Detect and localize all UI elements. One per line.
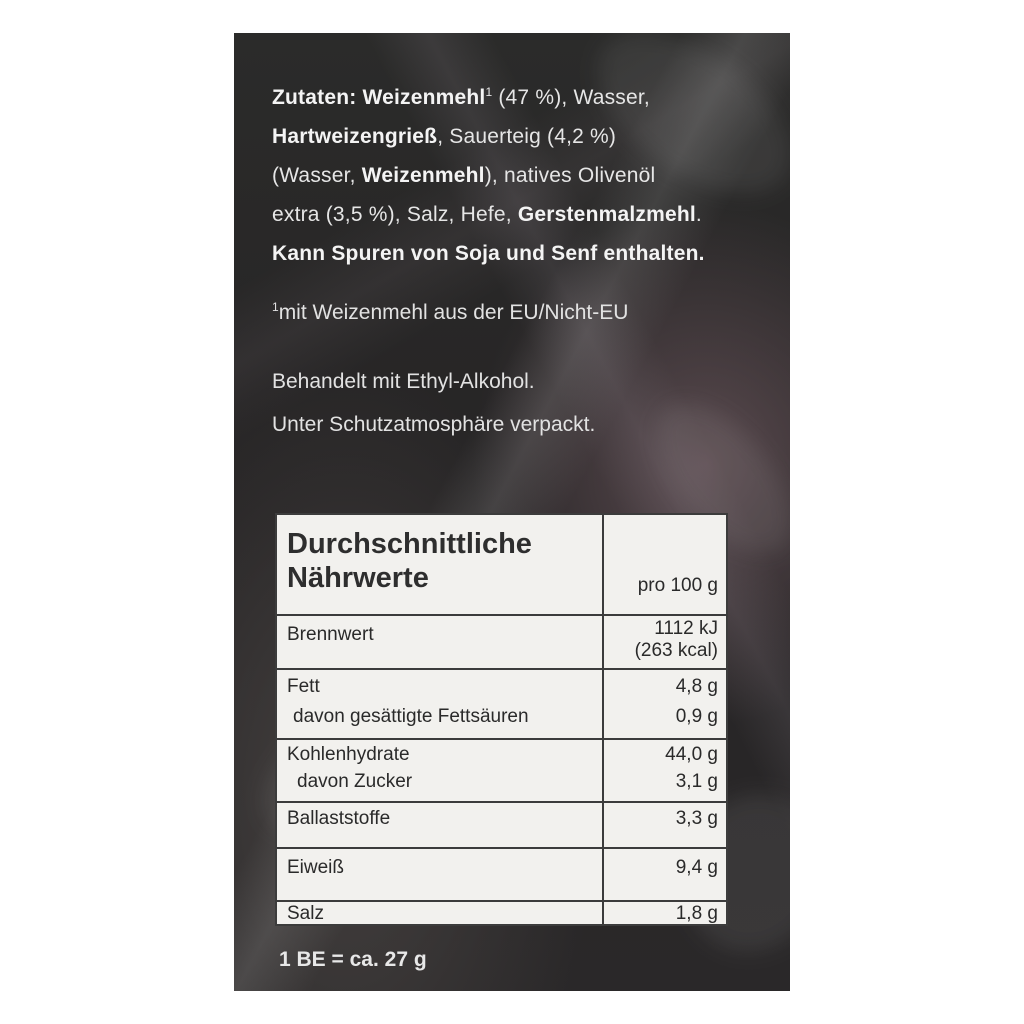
ingredients-line <box>272 156 772 195</box>
packaging-note: Unter Schutzatmosphäre verpackt. <box>272 413 596 436</box>
nutrient-value: 44,0 g <box>665 744 718 765</box>
nutrient-sub-label: davon gesättigte Fettsäuren <box>293 706 529 727</box>
nutrition-row <box>277 738 726 801</box>
footnote-marker: 1 <box>272 300 279 314</box>
ingredients-segment: extra (3,5 %), Salz, Hefe, <box>272 203 518 226</box>
ingredients-segment: (Wasser, <box>272 164 362 187</box>
treatment-note: Behandelt mit Ethyl-Alkohol. <box>272 370 535 393</box>
nutrient-label: Ballaststoffe <box>287 808 391 829</box>
nutrient-value: 3,3 g <box>675 808 718 829</box>
ingredients-line <box>272 117 772 156</box>
ingredients-label: Zutaten: Weizenmehl <box>272 86 486 109</box>
ingredients-segment: , Sauerteig (4,2 %) <box>437 125 617 148</box>
ingredients-allergen: Gerstenmalzmehl <box>517 203 696 226</box>
ingredients-allergen: Weizenmehl <box>361 164 485 187</box>
ingredients-segment: ), natives Olivenöl <box>484 164 656 187</box>
nutrient-label: Eiweiß <box>287 857 345 878</box>
nutrition-row <box>277 668 726 738</box>
nutrient-label: Salz <box>287 903 324 924</box>
nutrient-value: 4,8 g <box>675 676 718 697</box>
nutrition-row <box>277 614 726 668</box>
nutrient-label: Kohlenhydrate <box>287 744 410 765</box>
nutrition-unit: pro 100 g <box>637 575 718 596</box>
nutrient-value: 9,4 g <box>675 857 718 878</box>
footnote-marker: 1 <box>485 85 493 99</box>
nutrient-sub-value: 0,9 g <box>675 706 718 727</box>
nutrition-row <box>277 801 726 847</box>
nutrition-title-line: Durchschnittliche <box>287 528 532 560</box>
ingredients-allergen: Hartweizengrieß <box>272 125 438 148</box>
nutrition-title-line: Nährwerte <box>287 562 429 594</box>
nutrient-value-kcal: (263 kcal) <box>634 640 718 661</box>
package-photo <box>234 33 790 991</box>
footnote-text: mit Weizenmehl aus der EU/Nicht-EU <box>278 301 629 324</box>
bread-unit-note: 1 BE = ca. 27 g <box>279 948 427 971</box>
nutrition-row <box>277 847 726 900</box>
ingredients-segment: (47 %), Wasser, <box>492 86 650 109</box>
ingredients-segment: . <box>695 203 702 226</box>
nutrition-table <box>275 513 728 926</box>
nutrition-row <box>277 900 726 926</box>
ingredients-line <box>272 73 772 117</box>
nutrient-sub-value: 3,1 g <box>675 771 718 792</box>
nutrition-title <box>287 527 532 595</box>
allergen-warning: Kann Spuren von Soja und Senf enthalten. <box>272 242 705 265</box>
nutrient-label: Fett <box>287 676 320 697</box>
nutrient-value: 1112 kJ <box>654 618 718 639</box>
ingredients-text <box>272 73 772 273</box>
nutrient-sub-label: davon Zucker <box>297 771 413 792</box>
nutrient-value: 1,8 g <box>675 903 718 924</box>
ingredients-line <box>272 234 772 273</box>
nutrient-label: Brennwert <box>287 624 374 645</box>
ingredients-line <box>272 195 772 234</box>
footnote <box>272 300 628 325</box>
